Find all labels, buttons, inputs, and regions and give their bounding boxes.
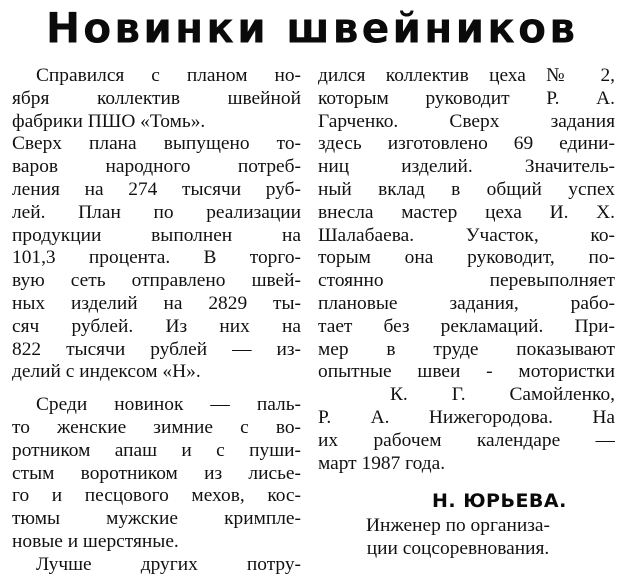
text-line: дился коллектив цеха № 2, — [318, 65, 615, 86]
text-line: внесла мастер цеха И. Х. — [318, 201, 615, 223]
text-line: делий с индексом «Н». — [12, 361, 201, 383]
text-line: ных изделий на 2829 ты- — [12, 292, 301, 314]
text-line: Сверх плана выпущено то- — [12, 133, 301, 155]
text-line: их рабочем календаре — — [318, 429, 615, 451]
author-title-line: ции соцсоревнования. — [366, 537, 550, 559]
text-line: опытные швеи - мотористки — [318, 361, 615, 383]
text-line: продукции выполнен на — [12, 224, 301, 246]
text-line: лей. План по реализации — [12, 201, 301, 223]
text-line: ротником апаш и с пуши- — [12, 439, 301, 461]
text-line: которым руководит Р. А. — [318, 87, 615, 109]
text-line: Лучше других потру- — [36, 553, 301, 575]
text-line: го и песцового мехов, кос- — [12, 485, 301, 507]
text-line: К. Г. Самойленко, — [390, 384, 615, 406]
author-title — [318, 515, 598, 560]
text-line: стоянно перевыполняет — [318, 270, 615, 292]
text-line: ления на 274 тысячи руб- — [12, 178, 301, 200]
text-line: новые и шерстяные. — [12, 530, 179, 552]
text-line: вую сеть отправлено швей- — [12, 270, 301, 292]
text-line: ября коллектив швейной — [12, 87, 301, 109]
author-signature: Н. ЮРЬЕВА. — [432, 490, 567, 512]
article-left-column — [12, 65, 301, 577]
text-line: Справился с планом но- — [36, 65, 301, 86]
text-line: стым воротником из лисье- — [12, 462, 301, 484]
article-right-column — [318, 65, 615, 475]
text-line: сяч рублей. Из них на — [12, 315, 301, 337]
text-line: 822 тысячи рублей — из- — [12, 338, 301, 360]
text-line: фабрики ПШО «Томь». — [12, 110, 206, 132]
text-line: плановые задания, рабо- — [318, 292, 615, 314]
text-line: март 1987 года. — [318, 452, 446, 474]
text-line: тюмы мужские кримпле- — [12, 508, 301, 530]
text-line: здесь изготовлено 69 едини- — [318, 133, 615, 155]
text-line: Р. А. Нижегородова. На — [318, 406, 615, 428]
text-line: варов народного потреб- — [12, 156, 301, 178]
article-headline: Новинки швейников — [45, 3, 579, 53]
text-line: мер в труде показывают — [318, 338, 615, 360]
text-line: то женские зимние с во- — [12, 416, 301, 438]
text-line: 101,3 процента. В торго- — [12, 247, 301, 269]
text-line: Гарченко. Сверх задания — [318, 110, 615, 132]
text-line: Шалабаева. Участок, ко- — [318, 224, 615, 246]
text-line: ниц изделий. Значитель- — [318, 156, 615, 178]
text-line: ный вклад в общий успех — [318, 178, 615, 200]
text-line: торым она руководит, по- — [318, 247, 615, 269]
text-line: тает без рекламаций. При- — [318, 315, 615, 337]
author-title-line: Инженер по организа- — [365, 515, 550, 536]
text-line: Среди новинок — паль- — [36, 394, 301, 416]
